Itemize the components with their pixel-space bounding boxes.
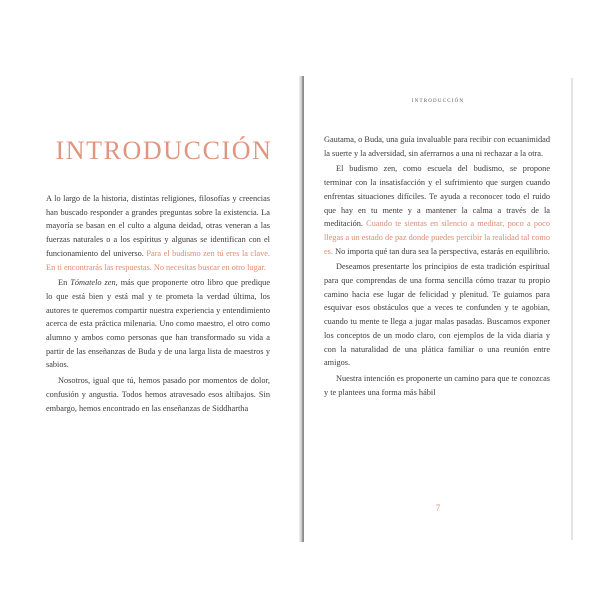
paragraph	[324, 372, 550, 399]
paragraph	[324, 133, 550, 160]
paragraph-text: Gautama, o Buda, una guía invaluable para recibir con ecuanimidad la suerte y la adversidad, sin aferrarnos a una ni rechazar a la otra.	[324, 135, 550, 158]
paragraph-text: No importa qué tan dura sea la perspectiva, estarás en equilibrio.	[333, 246, 550, 256]
paragraph	[46, 374, 270, 415]
paragraph	[46, 276, 270, 372]
highlighted-quote: Cuando te sientas en silencio a meditar, poco a poco llegas a un estado de paz donde puedes percibir la realidad tal como es.	[324, 219, 550, 256]
page-number: 7	[435, 503, 441, 513]
chapter-title: INTRODUCCIÓN	[55, 136, 273, 165]
paragraph-text: , más que proponerte otro libro que predique lo que está bien y está mal y te prometa la verdad última, los autores te queremos compartir nuestra experiencia y entendimiento acerca de esta práctica milenaria. Uno como maestro, el otro como alumno y ambos como personas que han transformado su vida a partir de las enseñanzas de Buda y de una larga lista de maestros y sabios.	[46, 278, 270, 370]
book-title: Tómatelo zen	[70, 278, 116, 288]
paragraph-text: Nosotros, igual que tú, hemos pasado por momentos de dolor, confusión y angustia. Todos hemos atravesado esos altibajos. Sin embargo, hemos encontrado en las enseñanzas de Siddhartha	[46, 376, 270, 413]
running-head: INTRODUCCIÓN	[411, 99, 465, 104]
right-page	[304, 76, 572, 542]
paragraph-text: A lo largo de la historia, distintas religiones, filosofías y creencias han buscado responder a grandes preguntas sobre la existencia. La mayoría se basan en el culto a alguna deidad, otras veneran a las fuerzas naturales o a los espíritus y algunas se identifican con el funcionamiento del universo.	[46, 194, 270, 258]
paragraph	[324, 260, 550, 370]
left-page-body	[46, 192, 270, 417]
paragraph	[46, 192, 270, 274]
right-page-body	[324, 133, 550, 401]
page-edge	[571, 78, 573, 540]
paragraph-text: El budismo zen, como escuela del budismo, se propone terminar con la insatisfacción y el sufrimiento que surgen cuando enfrentas situaciones difíciles. Te ayuda a reconocer todo el ruido que hay en tu mente y a mantener la calma a través de la meditación.	[324, 164, 550, 229]
paragraph	[324, 162, 550, 258]
paragraph-text: Nuestra intención es proponerte un camino para que te conozcas y te plantees una forma más hábil	[324, 373, 550, 397]
paragraph-text: En	[58, 278, 71, 288]
left-page	[30, 76, 298, 542]
paragraph-text: Deseamos presentarte los principios de esta tradición espiritual para que comprendas de una forma sencilla cómo trazar tu propio camino hacia ese lugar de felicidad y plenitud. Te guiamos para esquivar esos obstáculos que a veces te confunden y te agobian, cuando tu mente te llega a jugar malas pasadas. Buscamos exponer los conceptos de un modo claro, con ejemplos de la vida diaria y con la naturalidad de una plática familiar o una reunión entre amigos.	[324, 262, 550, 368]
highlighted-quote: Para el budismo zen tú eres la clave. En ti encontrarás las respuestas. No necesitas buscar en otro lugar.	[46, 248, 271, 272]
